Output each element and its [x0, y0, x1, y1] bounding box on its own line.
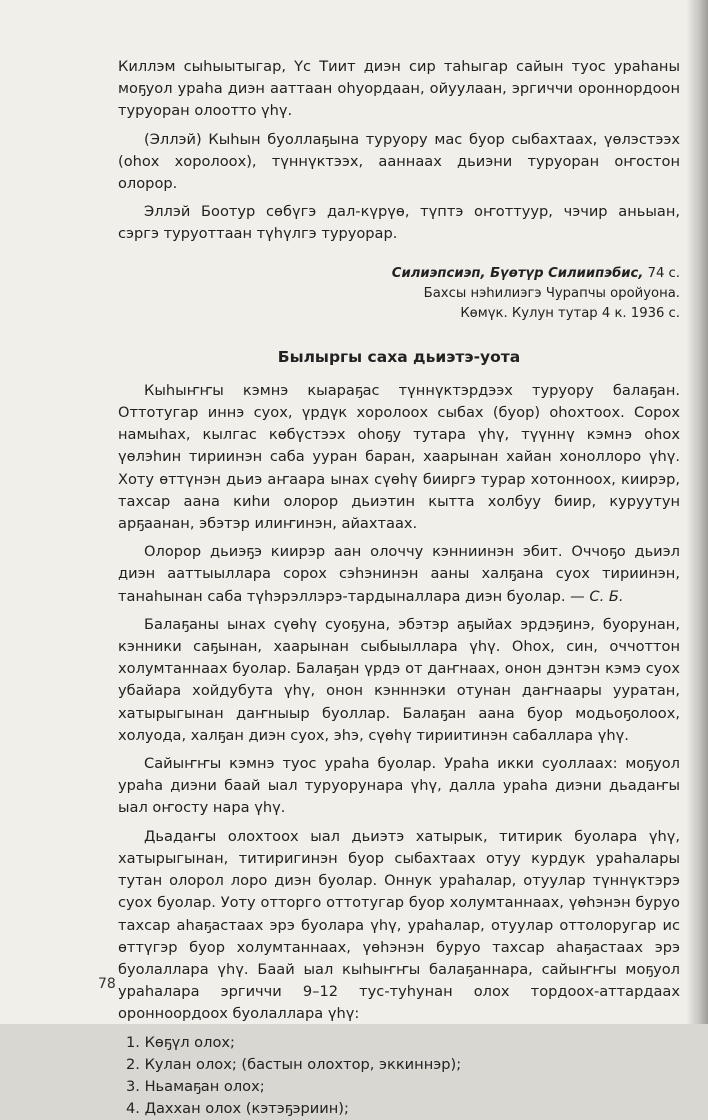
paragraph: Киллэм сыһыытыгар, Үс Тиит диэн сир таһыгар сайын туос ураһаны моҕуол ураһа диэн ааттаан оһуордаан, ойуулаан, эргиччи ороннордоон туруоран олоотто үһү.	[118, 58, 680, 120]
source-attribution	[118, 264, 680, 324]
paragraph: Сайыҥҥы кэмнэ туос ураһа буолар. Ураһа икки суоллаах: моҕуол ураһа диэни баай ыал туруорунара үһү, далла ураһа диэни дьадаҥы ыал оҥосту нара үһү.	[118, 755, 680, 817]
source-line-3: Көмүк. Кулун тутар 4 к. 1936 с.	[460, 305, 680, 321]
paragraph: Кыһыҥҥы кэмнэ кыараҕас түннүктэрдээх туруору балаҕан. Оттотугар иннэ суох, үрдүк хоролоох сыбах (буор) оһохтоох. Сорох намыһах, кылгас көбүстээх оһоҕу тутара үһү, түүннү кэмнэ оһох үөлэһин тириинэн саба ууран баран, хаарынан хайан хоноллоро үһү. Хоту өттүнэн дьиэ аҥаара ынах сүөһү бииргэ турар хотонноох, киирэр, тахсар аана киһи олорор дьиэтин кытта холбуу биир, куруутун арҕаанан, эбэтэр илиҥинэн, айахтаах.	[118, 381, 680, 533]
source-line-1	[118, 264, 680, 284]
paragraph: Дьадаҥы олохтоох ыал дьиэтэ хатырык, титирик буолара үһү, хатырыгынан, титиригинэн буор сыбахтаах отуу курдук ураһалары тутан олорол лоро диэн буолар. Оннук ураһалар, отуулар түннүктэрэ суох буолар. Уоту отторго оттотугар буор холумтаннаах, үөһэнэн буруо тахсар аһаҕастаах эрэ буолара үһү, ураһалар, отуулар оттолоругар ис өттүгэр буор холумтаннаах, үөһэнэн буруо тахсар аһаҕастаах эрэ буолаллара үһү. Баай ыал кыһыҥҥы балаҕаннара, сайыҥҥы моҕуол ураһалара эргиччи 9–12 тус-туһунан олох тордоох-аттардаах оронноордоох буолаллара үһү:	[118, 827, 680, 1023]
section-title: Былыргы саха дьиэтэ-уота	[277, 347, 521, 366]
list-item: 2. Кулан олох; (бастын олохтор, эккиннэр);	[126, 1055, 462, 1073]
paragraph: Балаҕаны ынах сүөһү суоҕуна, эбэтэр аҕыйах эрдэҕинэ, буорунан, кэнники саҕынан, хаарынан сыбыыллара үһү. Оһох, син, оччоттон холумтаннаах буолар. Балаҕан үрдэ от даҥнаах, онон дэнтэн кэмэ суох убайара хойдубута үһү, онон кэнннэки отунан даҥнаары ууратан, хатырыгынан даҥныыр буоллар. Балаҕан аана буор модьоҕолоох, холуода, халҕан диэн суох, эһэ, сүөһү тириитинэн сабаллара үһү.	[118, 615, 680, 744]
numbered-list	[118, 1032, 680, 1120]
list-item: 3. Ньамаҕан олох;	[126, 1077, 265, 1095]
paragraph: (Эллэй) Кыһын буоллаҕына туруору мас буор сыбахтаах, үөлэстээх (оһох хоролоох), түннүктээх, ааннаах дьиэни туруоран оҥостон олорор.	[118, 130, 680, 193]
page-number: 78	[98, 976, 116, 992]
list-item: 4. Даххан олох (кэтэҕэриин);	[126, 1100, 349, 1118]
page-gutter-shadow	[686, 0, 708, 1024]
paragraph-text: Олорор дьиэҕэ киирэр аан олоччу кэнниинэн эбит. Оччоҕо дьиэл диэн ааттыыллара сорох сэһэнинэн ааны халҕана суох тириинэн, танаһынан саба түһэрэллэрэ-тардыналлара диэн буолар. —	[118, 543, 680, 605]
paragraph: Эллэй Боотур сөбүгэ дал-күрүө, түптэ оҥоттуур, чэчир аньыан, сэргэ туруоттаан түһүлгэ туруорар.	[118, 203, 680, 243]
list-item: 1. Көҕүл олох;	[126, 1033, 235, 1051]
signature: С. Б.	[589, 587, 624, 605]
source-author: Силиэпсиэп, Бүөтүр Силиипэбис,	[391, 265, 644, 281]
text-column	[118, 56, 680, 1120]
paragraph	[118, 541, 680, 608]
source-line-2: Бахсы нэһилиэгэ Чурапчы оройуона.	[423, 285, 680, 301]
source-age: 74 с.	[647, 265, 680, 281]
